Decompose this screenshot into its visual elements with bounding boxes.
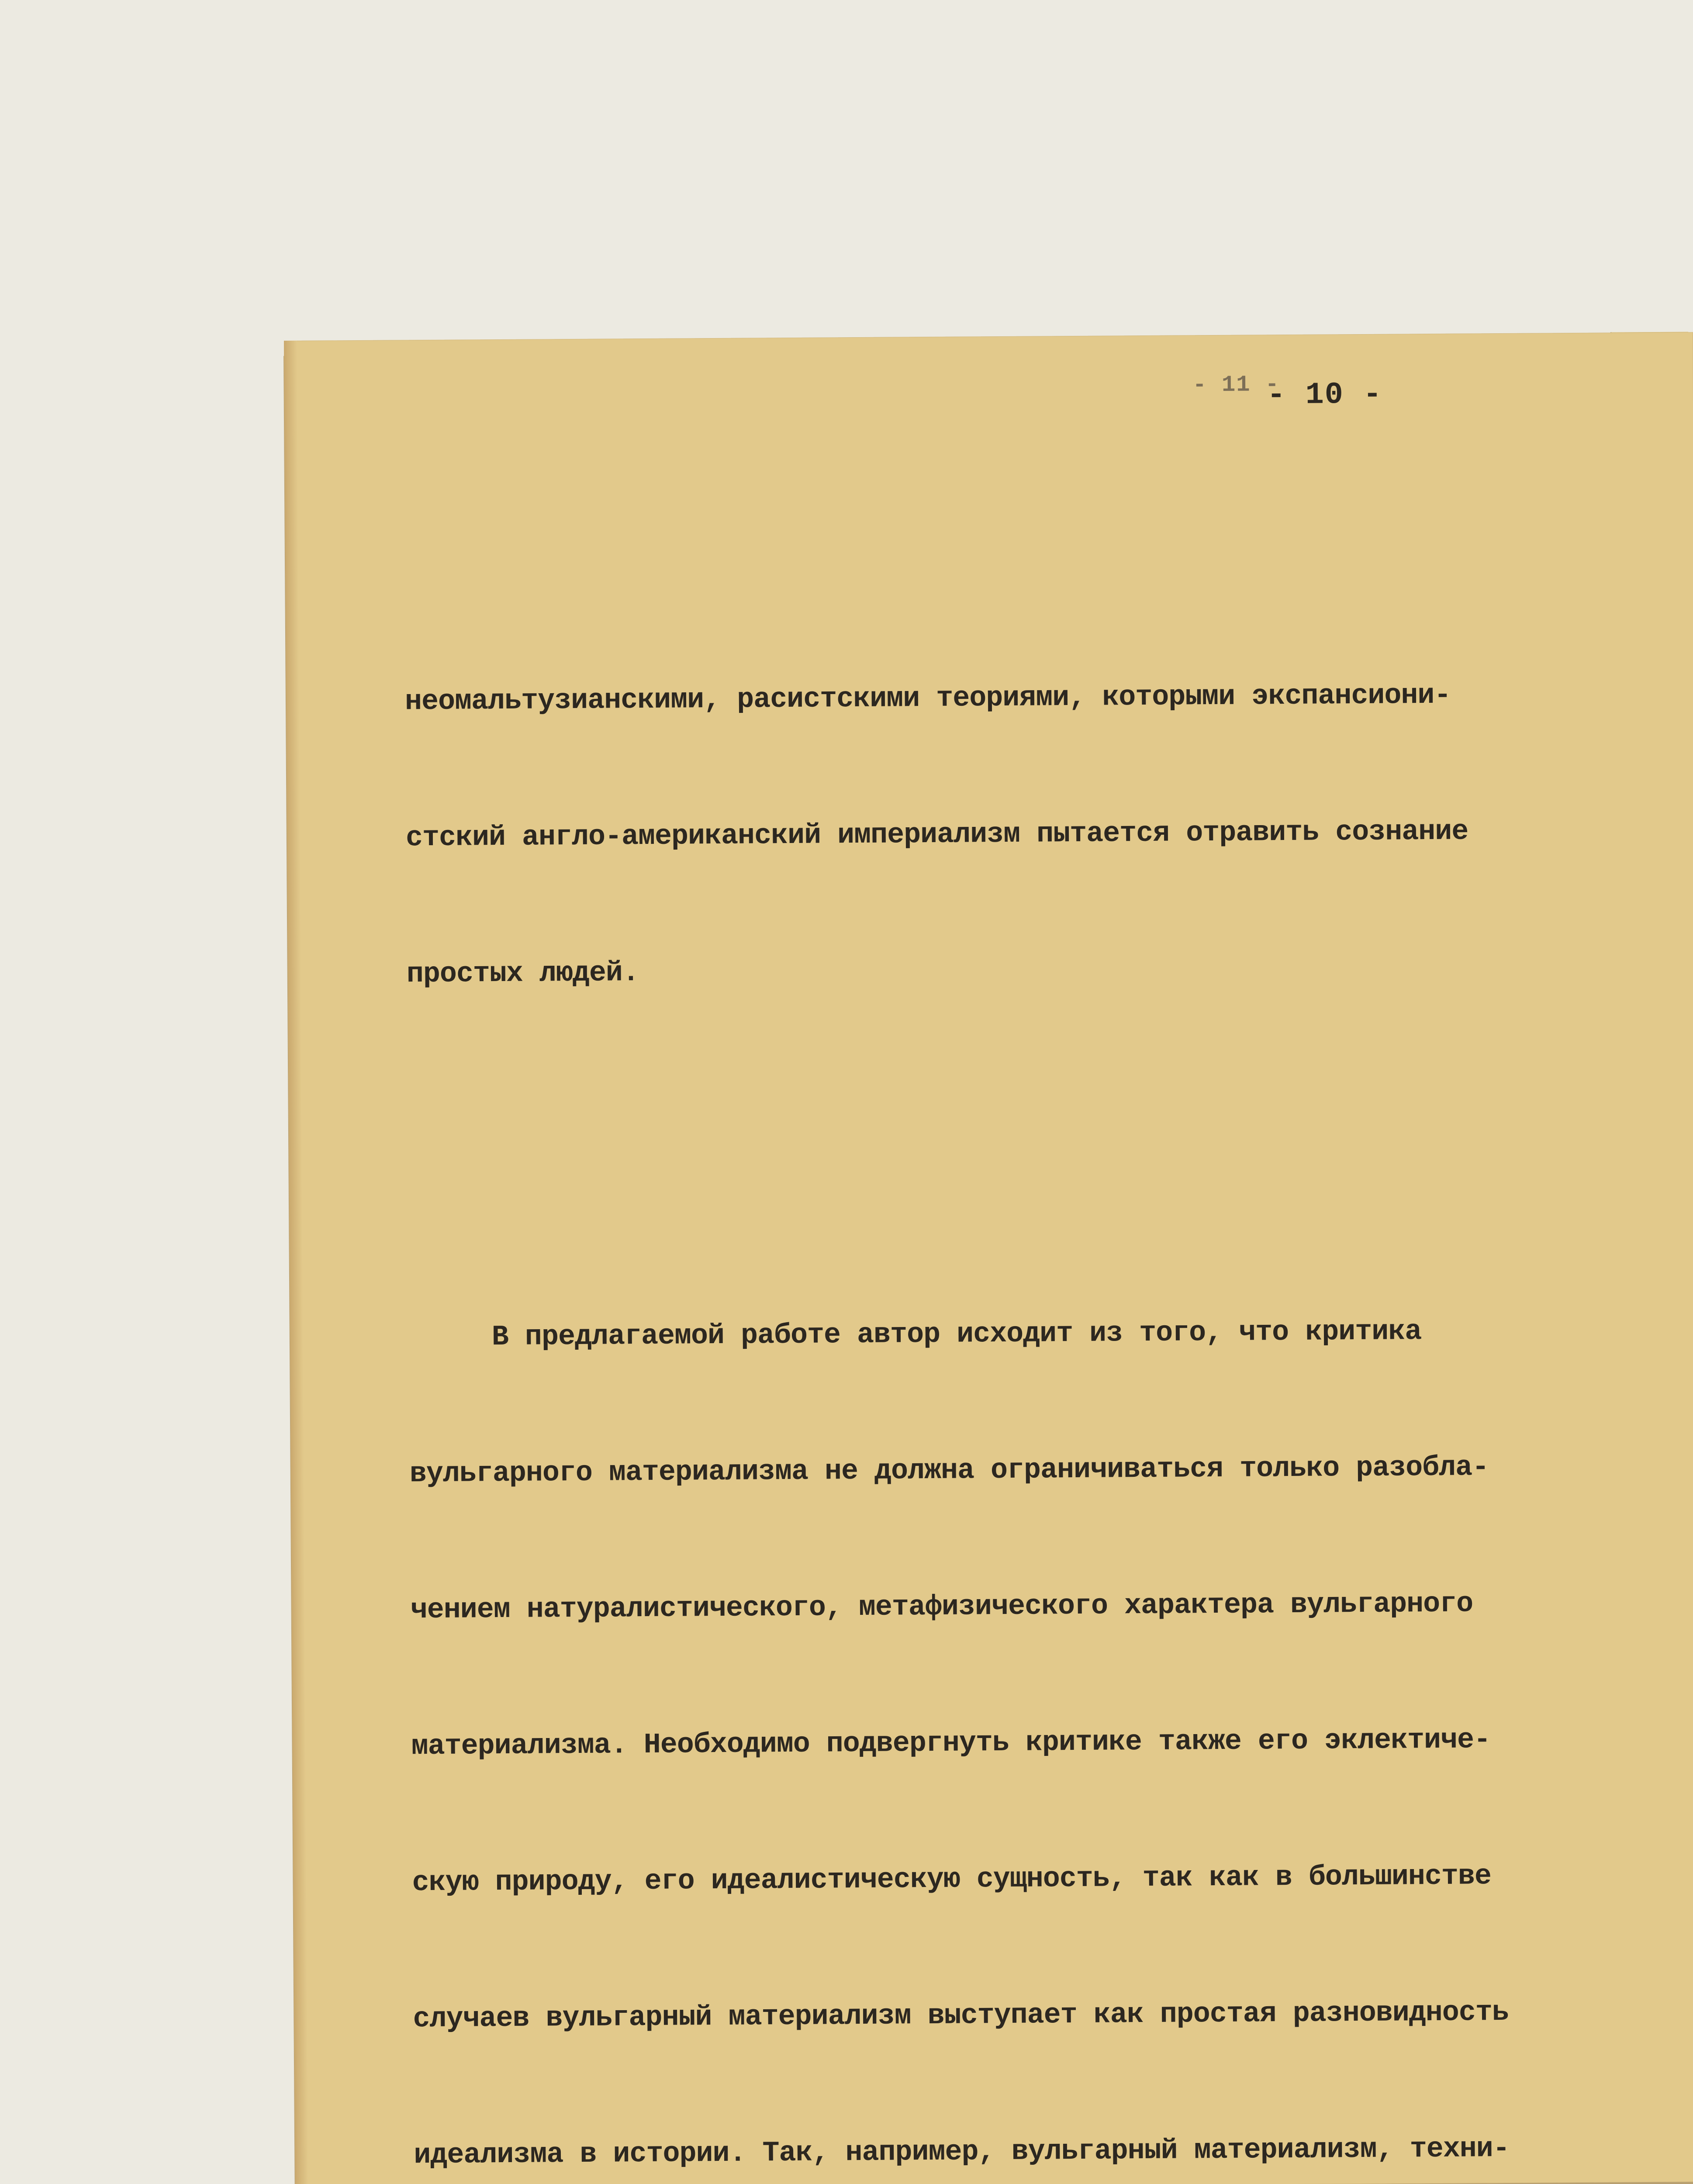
paragraph-1	[404, 581, 1573, 1088]
text-line: неомальтузианскими, расистскими теориями, которыми экспансиони-	[404, 679, 1451, 718]
paragraph-2	[408, 1217, 1590, 2184]
text-line: простых людей.	[406, 957, 639, 991]
text-line: чением натуралистического, метафизического характера вульгарного	[410, 1587, 1473, 1627]
previous-page-number: - 11 -	[1192, 372, 1280, 398]
text-line: случаев вульгарный материализм выступает как простая разновидность	[413, 1996, 1509, 2035]
main-text	[404, 490, 1603, 2184]
text-line: идеализма в истории. Так, например, вульгарный материализм, техни-	[414, 2132, 1510, 2172]
page-number: - 10 -	[1267, 377, 1383, 413]
text-line: скую природу, его идеалистическую сущность, так как в большинстве	[412, 1860, 1492, 1899]
text-line: вульгарного материализма не должна ограничиваться только разобла-	[409, 1451, 1489, 1490]
text-line: стский англо-американский империализм пытается отравить сознание	[405, 815, 1468, 854]
document-page	[284, 332, 1693, 2184]
text-line: материализма. Необходимо подвергнуть критике также его эклектиче-	[411, 1724, 1491, 1763]
text-line: В предлагаемой работе автор исходит из того, что критика	[491, 1315, 1422, 1354]
